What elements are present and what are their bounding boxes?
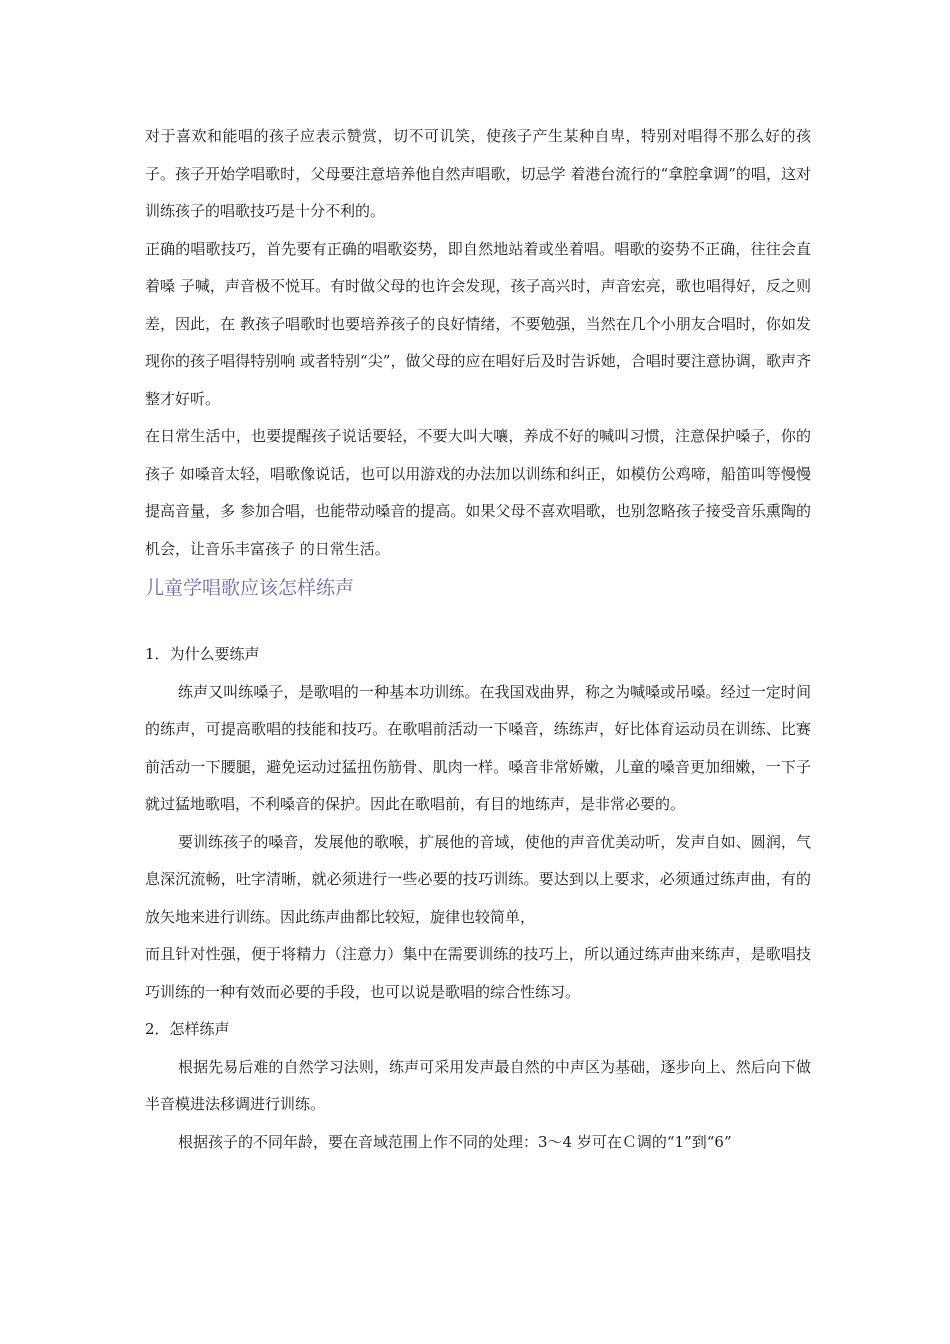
section1-paragraph-3: 而且针对性强，便于将精力（注意力）集中在需要训练的技巧上，所以通过练声曲来练声，是歌唱技巧训练的一种有效而必要的手段，也可以说是歌唱的综合性练习。 xyxy=(145,945,811,1001)
section1-title: 1．为什么要练声 xyxy=(145,645,260,663)
intro-paragraph-3: 在日常生活中，也要提醒孩子说话要轻，不要大叫大嚷，养成不好的喊叫习惯，注意保护嗓子，你的孩子 如嗓音太轻，唱歌像说话，也可以用游戏的办法加以训练和纠正，如模仿公鸡啼，船笛叫等慢慢提高音量，多 参加合唱，也能带动嗓音的提高。如果父母不喜欢唱歌，也别忽略孩子接受音乐熏陶的机会，让音乐丰富孩子 的日常生活。 xyxy=(145,427,811,558)
intro-paragraph-1: 对于喜欢和能唱的孩子应表示赞赏，切不可讥笑，使孩子产生某种自卑，特别对唱得不那么好的孩子。孩子开始学唱歌时，父母要注意培养他自然声唱歌，切忌学 着港台流行的“拿腔拿调”的唱，这对训练孩子的唱歌技巧是十分不利的。 xyxy=(145,127,811,220)
section2-paragraph-1: 根据先易后难的自然学习法则，练声可采用发声最自然的中声区为基础，逐步向上、然后向下做半音模进法移调进行训练。 xyxy=(145,1057,811,1113)
section1-paragraph-2: 要训练孩子的嗓音，发展他的歌喉，扩展他的音域，使他的声音优美动听，发声自如、圆润，气息深沉流畅，吐字清晰，就必须进行一些必要的技巧训练。要达到以上要求，必须通过练声曲，有的放矢地来进行训练。因此练声曲都比较短，旋律也较简单， xyxy=(145,832,811,926)
document-page xyxy=(145,118,811,1161)
section-heading: 儿童学唱歌应该怎样练声 xyxy=(145,577,355,599)
section2-paragraph-2: 根据孩子的不同年龄，要在音域范围上作不同的处理：3～4 岁可在Ｃ调的“1”到“6” xyxy=(178,1132,732,1151)
section1-paragraph-1: 练声又叫练嗓子，是歌唱的一种基本功训练。在我国戏曲界，称之为喊嗓或吊嗓。经过一定时间的练声，可提高歌唱的技能和技巧。在歌唱前活动一下嗓音，练练声，好比体育运动员在训练、比赛前活动一下腰腿，避免运动过猛扭伤筋骨、肌肉一样。嗓音非常娇嫩，儿童的嗓音更加细嫩，一下子就过猛地歌唱，不利嗓音的保护。因此在歌唱前，有目的地练声，是非常必要的。 xyxy=(145,682,811,813)
intro-paragraph-2: 正确的唱歌技巧，首先要有正确的唱歌姿势，即自然地站着或坐着唱。唱歌的姿势不正确，往往会直着嗓 子喊，声音极不悦耳。有时做父母的也许会发现，孩子高兴时，声音宏亮，歌也唱得好，反之则差，因此，在 教孩子唱歌时也要培养孩子的良好情绪，不要勉强，当然在几个小朋友合唱时，你如发现你的孩子唱得特别响 或者特别“尖”，做父母的应在唱好后及时告诉她，合唱时要注意协调，歌声齐整才好听。 xyxy=(145,239,811,408)
section2-title: 2．怎样练声 xyxy=(145,1020,230,1038)
